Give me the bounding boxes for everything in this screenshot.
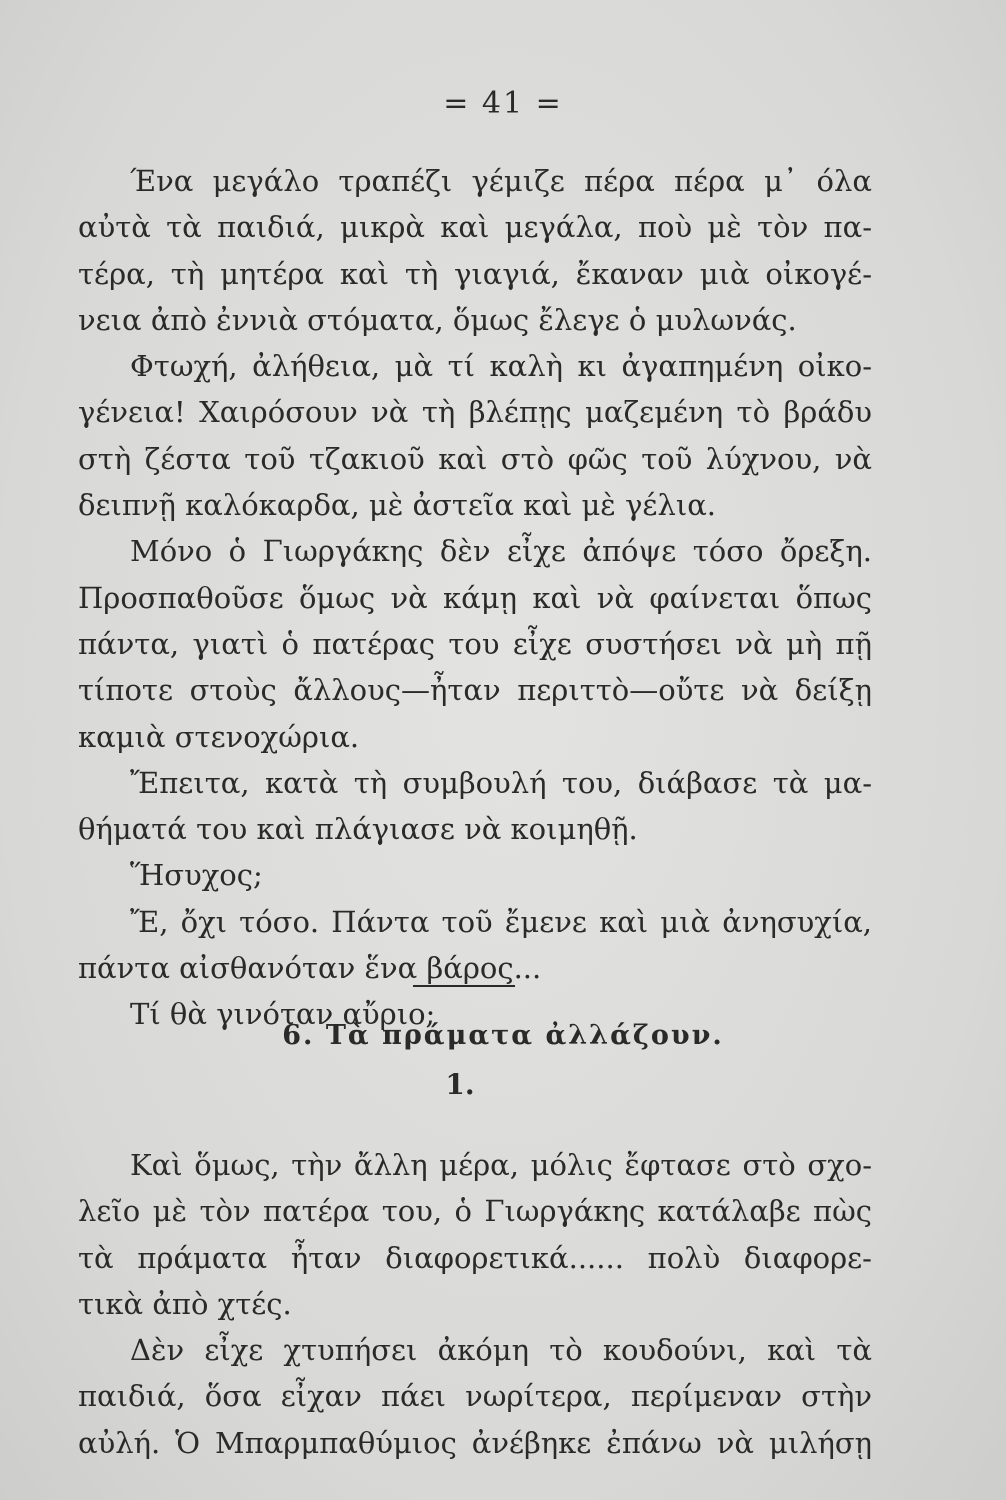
- text-line: τέρα, τὴ μητέρα καὶ τὴ γιαγιά, ἔκαναν μιὰ οἰκογέ-: [78, 256, 872, 291]
- text-line: Φτωχή, ἀλήθεια, μὰ τί καλὴ κι ἀγαπημένη οἰκο-: [130, 349, 872, 384]
- text-line: Μόνο ὁ Γιωργάκης δὲν εἶχε ἀπόψε τόσο ὄρεξη.: [130, 534, 872, 569]
- text-line: Τί θὰ γινόταν αὔριο;: [130, 997, 436, 1032]
- text-line: παιδιά, ὅσα εἶχαν πάει νωρίτερα, περίμεναν στὴν: [78, 1379, 872, 1414]
- text-line: τίποτε στοὺς ἄλλους—ἦταν περιττὸ—οὔτε νὰ δείξῃ: [78, 673, 872, 708]
- section-number: 1.: [445, 1068, 475, 1101]
- text-line: τὰ πράματα ἦταν διαφορετικά...... πολὺ διαφορε-: [78, 1240, 872, 1275]
- text-line: Ἥσυχος;: [130, 858, 263, 893]
- text-line: Καὶ ὅμως, τὴν ἄλλη μέρα, μόλις ἔφτασε στὸ σχο-: [130, 1148, 872, 1182]
- paragraph-block-1: [78, 158, 872, 1038]
- text-line: Ένα μεγάλο τραπέζι γέμιζε πέρα πέρα μ᾽ όλα: [130, 164, 872, 198]
- text-line: καμιὰ στενοχώρια.: [78, 719, 360, 754]
- text-line: Ἔπειτα, κατὰ τὴ συμβουλή του, διάβασε τὰ μα-: [130, 765, 872, 800]
- text-line: θήματά του καὶ πλάγιασε νὰ κοιμηθῇ.: [78, 812, 638, 847]
- section-divider: [413, 985, 515, 987]
- chapter-heading: 6. Τὰ πράματα ἀλλάζουν.: [282, 1020, 724, 1051]
- text-line: Προσπαθοῦσε ὅμως νὰ κάμῃ καὶ νὰ φαίνεται ὅπως: [78, 580, 872, 615]
- text-line: νεια ἀπὸ ἐννιὰ στόματα, ὅμως ἔλεγε ὁ μυλωνάς.: [78, 302, 797, 337]
- text-line: στὴ ζέστα τοῦ τζακιοῦ καὶ στὸ φῶς τοῦ λύχνου, νὰ: [78, 441, 872, 476]
- text-line: Ἔ, ὄχι τόσο. Πάντα τοῦ ἔμενε καὶ μιὰ ἀνησυχία,: [130, 904, 872, 939]
- text-line: αὐλή. Ὁ Μπαρμπαθύμιος ἀνέβηκε ἐπάνω νὰ μιλήσῃ: [78, 1425, 872, 1460]
- paragraph-block-2: [78, 1142, 872, 1466]
- text-line: δειπνῇ καλόκαρδα, μὲ ἀστεῖα καὶ μὲ γέλια.: [78, 488, 716, 523]
- text-line: πάντα, γιατὶ ὁ πατέρας του εἶχε συστήσει νὰ μὴ πῇ: [78, 626, 872, 661]
- page-number: = 41 =: [443, 86, 563, 121]
- text-line: λεῖο μὲ τὸν πατέρα του, ὁ Γιωργάκης κατάλαβε πὼς: [78, 1194, 872, 1229]
- text-line: αὐτὰ τὰ παιδιά, μικρὰ καὶ μεγάλα, ποὺ μὲ τὸν πα-: [78, 210, 872, 245]
- text-line: τικὰ ἀπὸ χτές.: [78, 1286, 292, 1321]
- text-line: Δὲν εἶχε χτυπήσει ἀκόμη τὸ κουδούνι, καὶ τὰ: [130, 1333, 872, 1368]
- text-line: γένεια! Χαιρόσουν νὰ τὴ βλέπῃς μαζεμένη τὸ βράδυ: [78, 395, 872, 430]
- text-line: πάντα αἰσθανόταν ἕνα βάρος...: [78, 951, 542, 986]
